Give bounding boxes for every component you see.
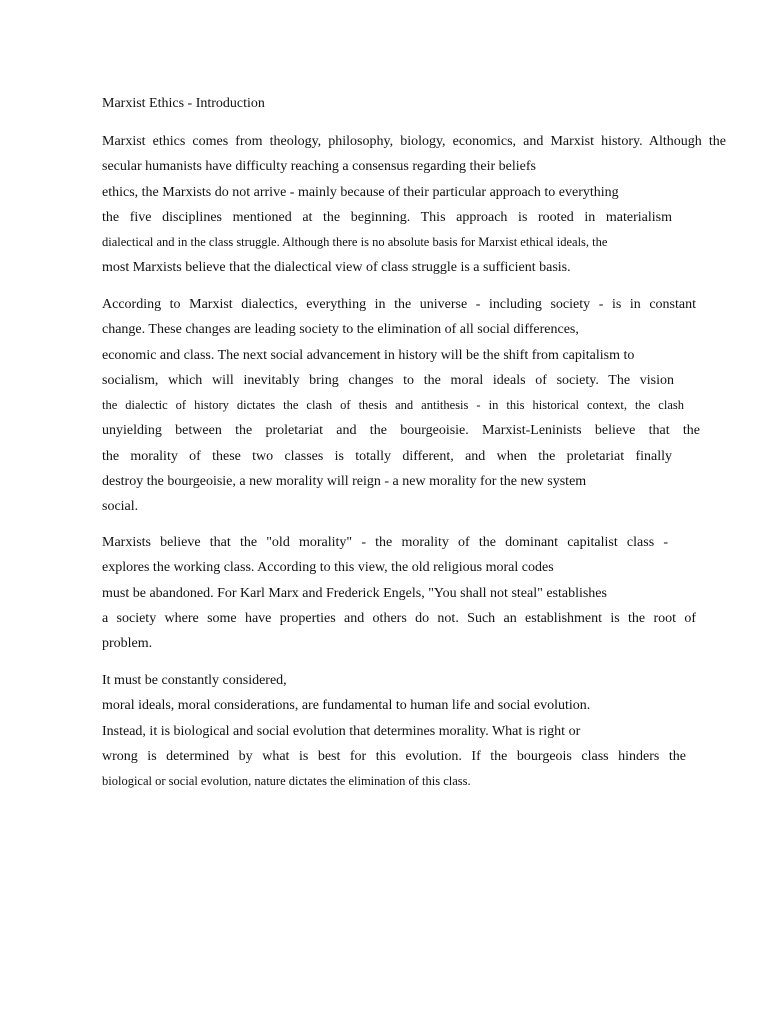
- text-line: destroy the bourgeoisie, a new morality will reign - a new morality for the new system: [102, 474, 587, 490]
- text-line: explores the working class. According to this view, the old religious moral codes: [102, 560, 554, 576]
- text-line: the five disciplines mentioned at the beginning. This approach is rooted in materialism: [102, 209, 672, 225]
- text-line: According to Marxist dialectics, everything in the universe - including society - is in constant: [102, 297, 696, 312]
- paragraph-3: [102, 530, 696, 656]
- paragraph-2: [102, 292, 700, 520]
- text-line: ethics, the Marxists do not arrive - mainly because of their particular approach to everything: [102, 184, 619, 200]
- text-line: secular humanists have difficulty reaching a consensus regarding their beliefs: [102, 159, 536, 175]
- text-line: wrong is determined by what is best for this evolution. If the bourgeois class hinders the: [102, 748, 686, 764]
- text-line: Marxists believe that the "old morality" - the morality of the dominant capitalist class -: [102, 535, 668, 550]
- text-line: the morality of these two classes is totally different, and when the proletariat finally: [102, 448, 672, 464]
- text-line: most Marxists believe that the dialectical view of class struggle is a sufficient basis.: [102, 260, 571, 276]
- text-line: Marxist ethics comes from theology, philosophy, biology, economics, and Marxist history. Although the: [102, 134, 726, 149]
- text-line: must be abandoned. For Karl Marx and Frederick Engels, "You shall not steal" establishes: [102, 585, 607, 601]
- paragraph-4: [102, 668, 686, 794]
- text-line: problem.: [102, 636, 153, 652]
- text-line: change. These changes are leading society to the elimination of all social differences,: [102, 322, 579, 338]
- text-line: Instead, it is biological and social evolution that determines morality. What is right or: [102, 723, 581, 739]
- text-line: It must be constantly considered,: [102, 673, 287, 688]
- text-line: social.: [102, 499, 139, 515]
- text-line: the dialectic of history dictates the clash of thesis and antithesis - in this historical context, the clash: [102, 398, 684, 413]
- text-line: socialism, which will inevitably bring changes to the moral ideals of society. The vision: [102, 372, 674, 388]
- document-title: Marxist Ethics - Introduction: [102, 96, 265, 111]
- text-line: economic and class. The next social advancement in history will be the shift from capitalism to: [102, 347, 635, 363]
- text-line: dialectical and in the class struggle. Although there is no absolute basis for Marxist ethical ideals, the: [102, 235, 608, 250]
- text-line: a society where some have properties and others do not. Such an establishment is the root of: [102, 610, 696, 626]
- text-line: unyielding between the proletariat and the bourgeoisie. Marxist-Leninists believe that the: [102, 423, 700, 439]
- paragraph-1: [102, 129, 726, 281]
- text-line: biological or social evolution, nature dictates the elimination of this class.: [102, 774, 471, 789]
- text-line: moral ideals, moral considerations, are fundamental to human life and social evolution.: [102, 698, 591, 714]
